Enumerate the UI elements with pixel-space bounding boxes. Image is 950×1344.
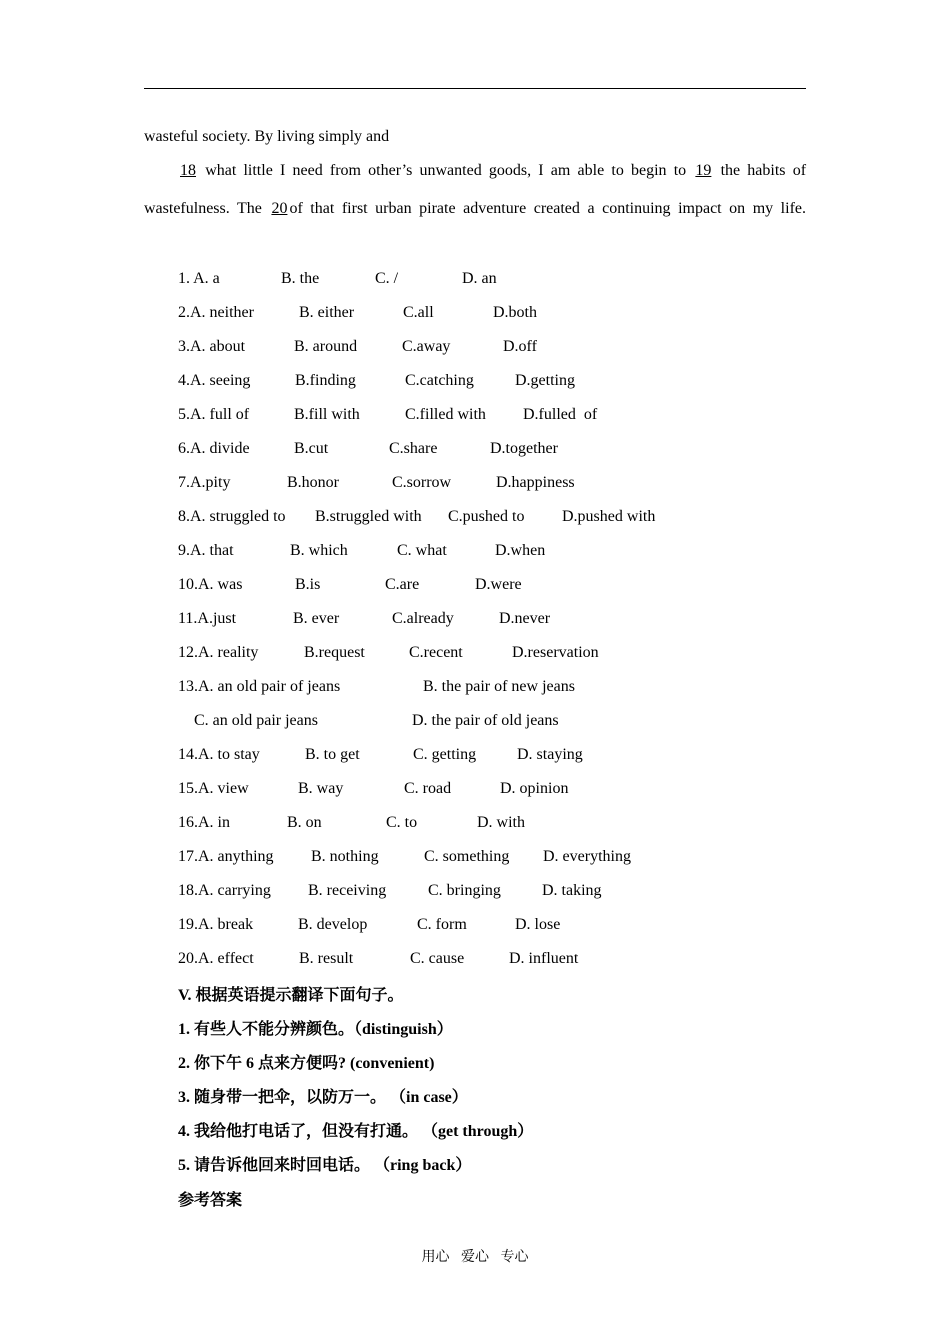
option-c: C. to [386,814,418,831]
option-a: 17.A. anything [178,848,274,865]
question-15 [0,780,950,800]
question-10 [0,576,950,596]
section-5-heading: V. 根据英语提示翻译下面句子。 [178,987,404,1004]
header-rule [144,88,806,89]
option-b: B.cut [294,440,329,457]
question-19 [0,916,950,936]
footer-word-3: 专心 [500,1250,529,1265]
option-c: C.share [389,440,438,457]
option-d: D. the pair of old jeans [412,712,559,729]
translation-item-5: 5. 请告诉他回来时回电话。 （ring back） [178,1157,472,1174]
question-16 [0,814,950,834]
option-d: D. taking [542,882,602,899]
option-c: C.sorrow [392,474,452,491]
option-c: C.already [392,610,454,627]
option-a: 5.A. full of [178,406,250,423]
option-a: 6.A. divide [178,440,250,457]
option-d: D.reservation [512,644,599,661]
option-a: 9.A. that [178,542,234,559]
footer-word-1: 用心 [421,1250,450,1265]
option-d: D.both [493,304,537,321]
translation-item-3: 3. 随身带一把伞，以防万一。 （in case） [178,1089,468,1106]
option-a: 19.A. break [178,916,254,933]
option-a: 1. A. a [178,270,220,287]
option-b: B. the pair of new jeans [423,678,575,695]
option-c: C.away [402,338,451,355]
question-9 [0,542,950,562]
option-b: B. the [281,270,320,287]
option-b: B. nothing [311,848,379,865]
blank-18: 18 [180,162,196,179]
option-b: B. develop [298,916,368,933]
option-a: 2.A. neither [178,304,254,321]
option-d: D.together [490,440,558,457]
option-b: B. way [298,780,344,797]
option-a: 16.A. in [178,814,230,831]
option-b: B. to get [305,746,360,763]
option-a: 13.A. an old pair of jeans [178,678,341,695]
option-a: 11.A.just [178,610,237,627]
option-c: C. getting [413,746,477,763]
option-c: C. what [397,542,447,559]
option-c: C.are [385,576,420,593]
translation-item-2: 2. 你下午 6 点来方便吗? (convenient) [178,1055,435,1072]
option-b: B.fill with [294,406,360,423]
option-b: B. on [287,814,322,831]
option-b: B.struggled with [315,508,422,525]
option-d: D.getting [515,372,575,389]
option-c: C. / [375,270,399,287]
option-c: C. bringing [428,882,501,899]
option-a: 18.A. carrying [178,882,271,899]
question-13 [0,678,950,698]
option-a: 12.A. reality [178,644,259,661]
question-20 [0,950,950,970]
option-d: D. with [477,814,525,831]
option-b: B. ever [293,610,340,627]
question-4 [0,372,950,392]
page-footer [0,1248,950,1268]
option-d: D.pushed with [562,508,656,525]
question-6 [0,440,950,460]
option-a: 4.A. seeing [178,372,251,389]
translation-item-4: 4. 我给他打电话了，但没有打通。 （get through） [178,1123,534,1140]
translation-item-1: 1. 有些人不能分辨颜色。（distinguish） [178,1021,453,1038]
blank-19: 19 [695,162,712,179]
answers-label: 参考答案 [178,1192,243,1209]
option-d: D. an [462,270,497,287]
question-1 [0,270,950,290]
question-2 [0,304,950,324]
option-c: C. form [417,916,467,933]
option-b: B.request [304,644,365,661]
option-a: 14.A. to stay [178,746,260,763]
option-d: D. influent [509,950,579,967]
option-c: C.recent [409,644,463,661]
option-d: D. opinion [500,780,569,797]
option-a: 7.A.pity [178,474,231,491]
question-18 [0,882,950,902]
footer-word-2: 爱心 [461,1250,489,1265]
passage-line-3: wastefulness. The 20 of that first urban pirate adventure created a continuing impact on my life. [144,200,807,217]
option-d: D.happiness [496,474,575,491]
option-c: C.pushed to [448,508,525,525]
option-b: B. receiving [308,882,387,899]
question-3 [0,338,950,358]
option-a: 10.A. was [178,576,243,593]
passage-line-2: 18 what little I need from other’s unwanted goods, I am able to begin to 19 the habits of [180,162,807,179]
option-d: D. staying [517,746,583,763]
question-13-continued [0,712,950,732]
option-a: 20.A. effect [178,950,254,967]
option-c: C. cause [410,950,465,967]
option-a: 3.A. about [178,338,246,355]
option-b: B. around [294,338,358,355]
option-c: C.catching [405,372,474,389]
option-d: D.when [495,542,546,559]
option-c: C.all [403,304,434,321]
option-d: D.fulled of [523,406,598,423]
option-d: D. everything [543,848,631,865]
blank-20: 20 [271,200,288,217]
question-12 [0,644,950,664]
option-c: C. road [404,780,452,797]
option-b: B. either [299,304,355,321]
option-d: D.off [503,338,537,355]
option-a: 8.A. struggled to [178,508,286,525]
option-b: B. which [290,542,348,559]
option-b: B.finding [295,372,356,389]
option-b: B.honor [287,474,339,491]
option-d: D.were [475,576,522,593]
question-7 [0,474,950,494]
option-d: D.never [499,610,551,627]
option-b: B. result [299,950,354,967]
option-b: B.is [295,576,321,593]
question-14 [0,746,950,766]
option-d: D. lose [515,916,561,933]
question-5 [0,406,950,426]
option-c: C.filled with [405,406,486,423]
passage-line-1: wasteful society. By living simply and [144,128,390,145]
option-c: C. something [424,848,510,865]
option-c: C. an old pair jeans [194,712,318,729]
option-a: 15.A. view [178,780,249,797]
question-11 [0,610,950,630]
question-17 [0,848,950,868]
question-8 [0,508,950,528]
